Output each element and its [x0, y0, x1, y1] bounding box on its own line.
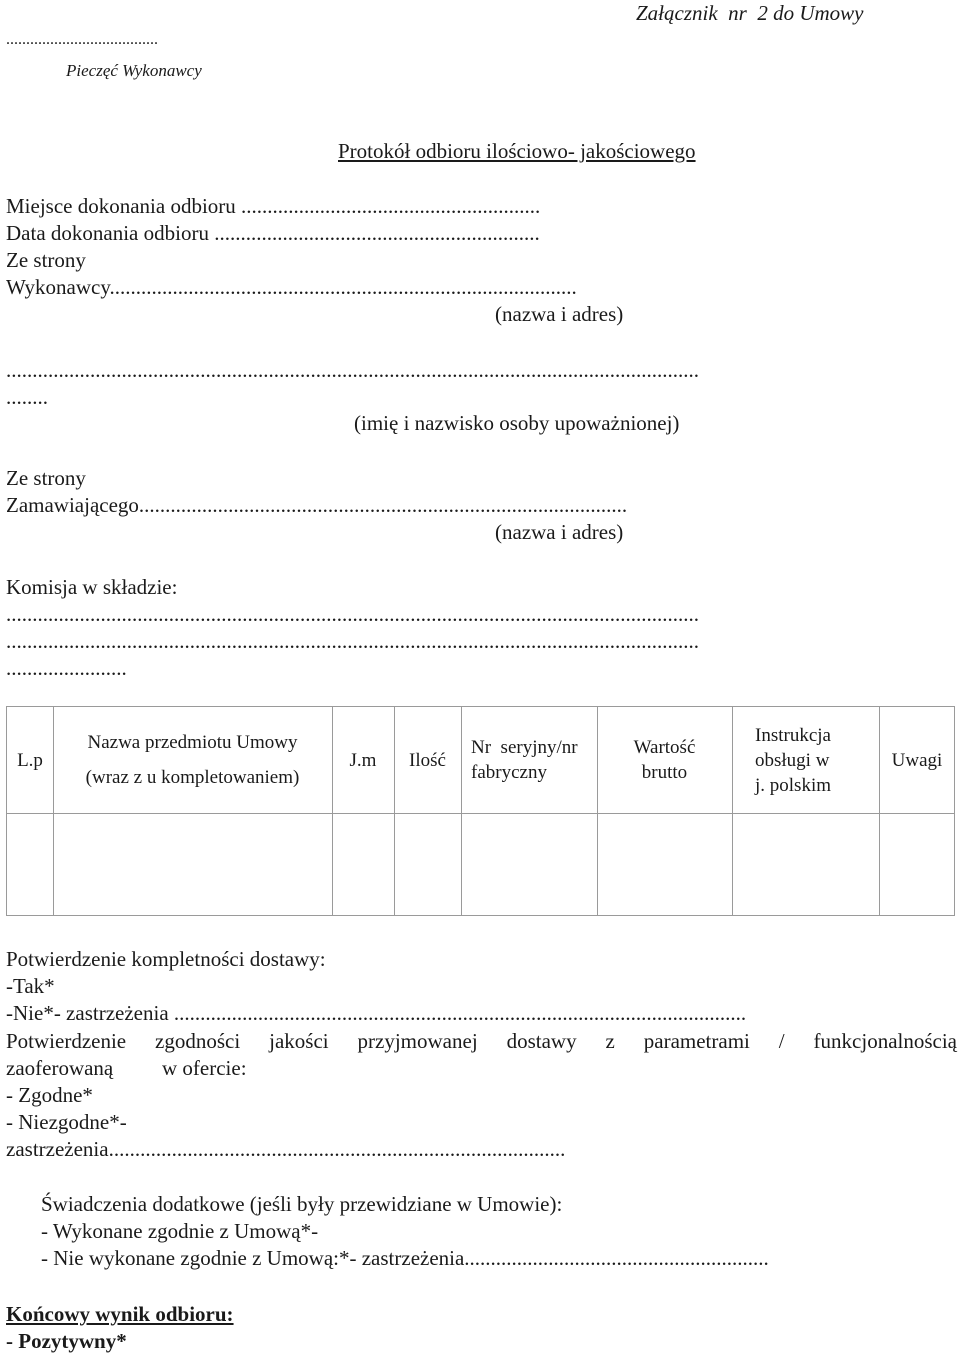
quality-word: jakości	[269, 1029, 329, 1053]
quality-reservations: zastrzeżenia.......................................................................................	[6, 1137, 566, 1161]
header-item-name-line2: (wraz z u kompletowaniem)	[85, 767, 300, 788]
header-gross-value: Wartość brutto	[633, 737, 696, 783]
items-table	[6, 706, 955, 916]
header-item-name	[53, 707, 332, 813]
completeness-no: -Nie*- zastrzeżenia .............................................................................................................	[6, 1001, 747, 1025]
header-lp: L.p	[17, 749, 43, 771]
document-title: Protokół odbioru ilościowo- jakościowego	[338, 139, 696, 163]
header-notes: Uwagi	[891, 749, 943, 771]
quality-word: zgodności	[155, 1029, 241, 1053]
quality-word: Potwierdzenie	[6, 1029, 127, 1053]
quality-word: funkcjonalnością	[813, 1029, 957, 1053]
quality-word: parametrami	[643, 1029, 750, 1053]
dots-line: ....................................................................................................................................	[6, 629, 699, 653]
quality-word: przyjmowanej	[357, 1029, 478, 1053]
stamp-label: Pieczęć Wykonawcy	[66, 61, 202, 80]
quality-in-offer: w ofercie:	[162, 1056, 247, 1080]
quality-agree: - Zgodne*	[6, 1083, 93, 1107]
header-serial-number: Nr seryjny/nr fabryczny	[471, 737, 578, 783]
additional-services-label: Świadczenia dodatkowe (jeśli były przewidziane w Umowie):	[41, 1192, 563, 1216]
header-unit: J.m	[349, 749, 377, 771]
table-divider	[732, 707, 733, 915]
ordering-field: Zamawiającego.............................................................................................	[6, 493, 628, 517]
stamp-dots: ......................................	[6, 31, 158, 48]
final-result-label: Końcowy wynik odbioru:	[6, 1302, 234, 1326]
quality-offered: zaoferowaną	[6, 1056, 114, 1080]
completeness-yes: -Tak*	[6, 974, 55, 998]
name-address-caption: (nazwa i adres)	[495, 520, 624, 544]
name-address-caption: (nazwa i adres)	[495, 302, 624, 326]
quality-disagree: - Niezgodne*-	[6, 1110, 127, 1134]
table-divider	[461, 707, 462, 915]
additional-services-not-done: - Nie wykonane zgodnie z Umową:*- zastrzeżenia..........................................................	[41, 1246, 769, 1270]
table-divider	[7, 813, 954, 814]
quality-word: z	[605, 1029, 615, 1053]
header-quantity: Ilość	[409, 749, 446, 771]
header-item-name-line1: Nazwa przedmiotu Umowy	[87, 732, 298, 753]
header-manual: Instrukcja obsługi w j. polskim	[755, 724, 832, 796]
contractor-label: Ze strony	[6, 248, 86, 272]
completeness-label: Potwierdzenie kompletności dostawy:	[6, 947, 326, 971]
annex-label: Załącznik nr 2 do Umowy	[636, 1, 864, 25]
dots-line: .......................	[6, 656, 127, 680]
date-field: Data dokonania odbioru ..............................................................	[6, 221, 540, 245]
final-result-positive: - Pozytywny*	[6, 1329, 127, 1353]
dots-line: ....................................................................................................................................	[6, 358, 699, 382]
dots-line: ........	[6, 385, 48, 409]
commission-label: Komisja w składzie:	[6, 575, 178, 599]
place-field: Miejsce dokonania odbioru .........................................................	[6, 194, 541, 218]
additional-services-done: - Wykonane zgodnie z Umową*-	[41, 1219, 319, 1243]
quality-word: dostawy	[506, 1029, 577, 1053]
ordering-label: Ze strony	[6, 466, 86, 490]
quality-word: /	[778, 1029, 785, 1053]
contractor-field: Wykonawcy.........................................................................................	[6, 275, 577, 299]
dots-line: ....................................................................................................................................	[6, 602, 699, 626]
authorized-person-caption: (imię i nazwisko osoby upoważnionej)	[354, 411, 680, 435]
quality-statement-line	[6, 1028, 957, 1055]
table-cell	[7, 814, 53, 916]
